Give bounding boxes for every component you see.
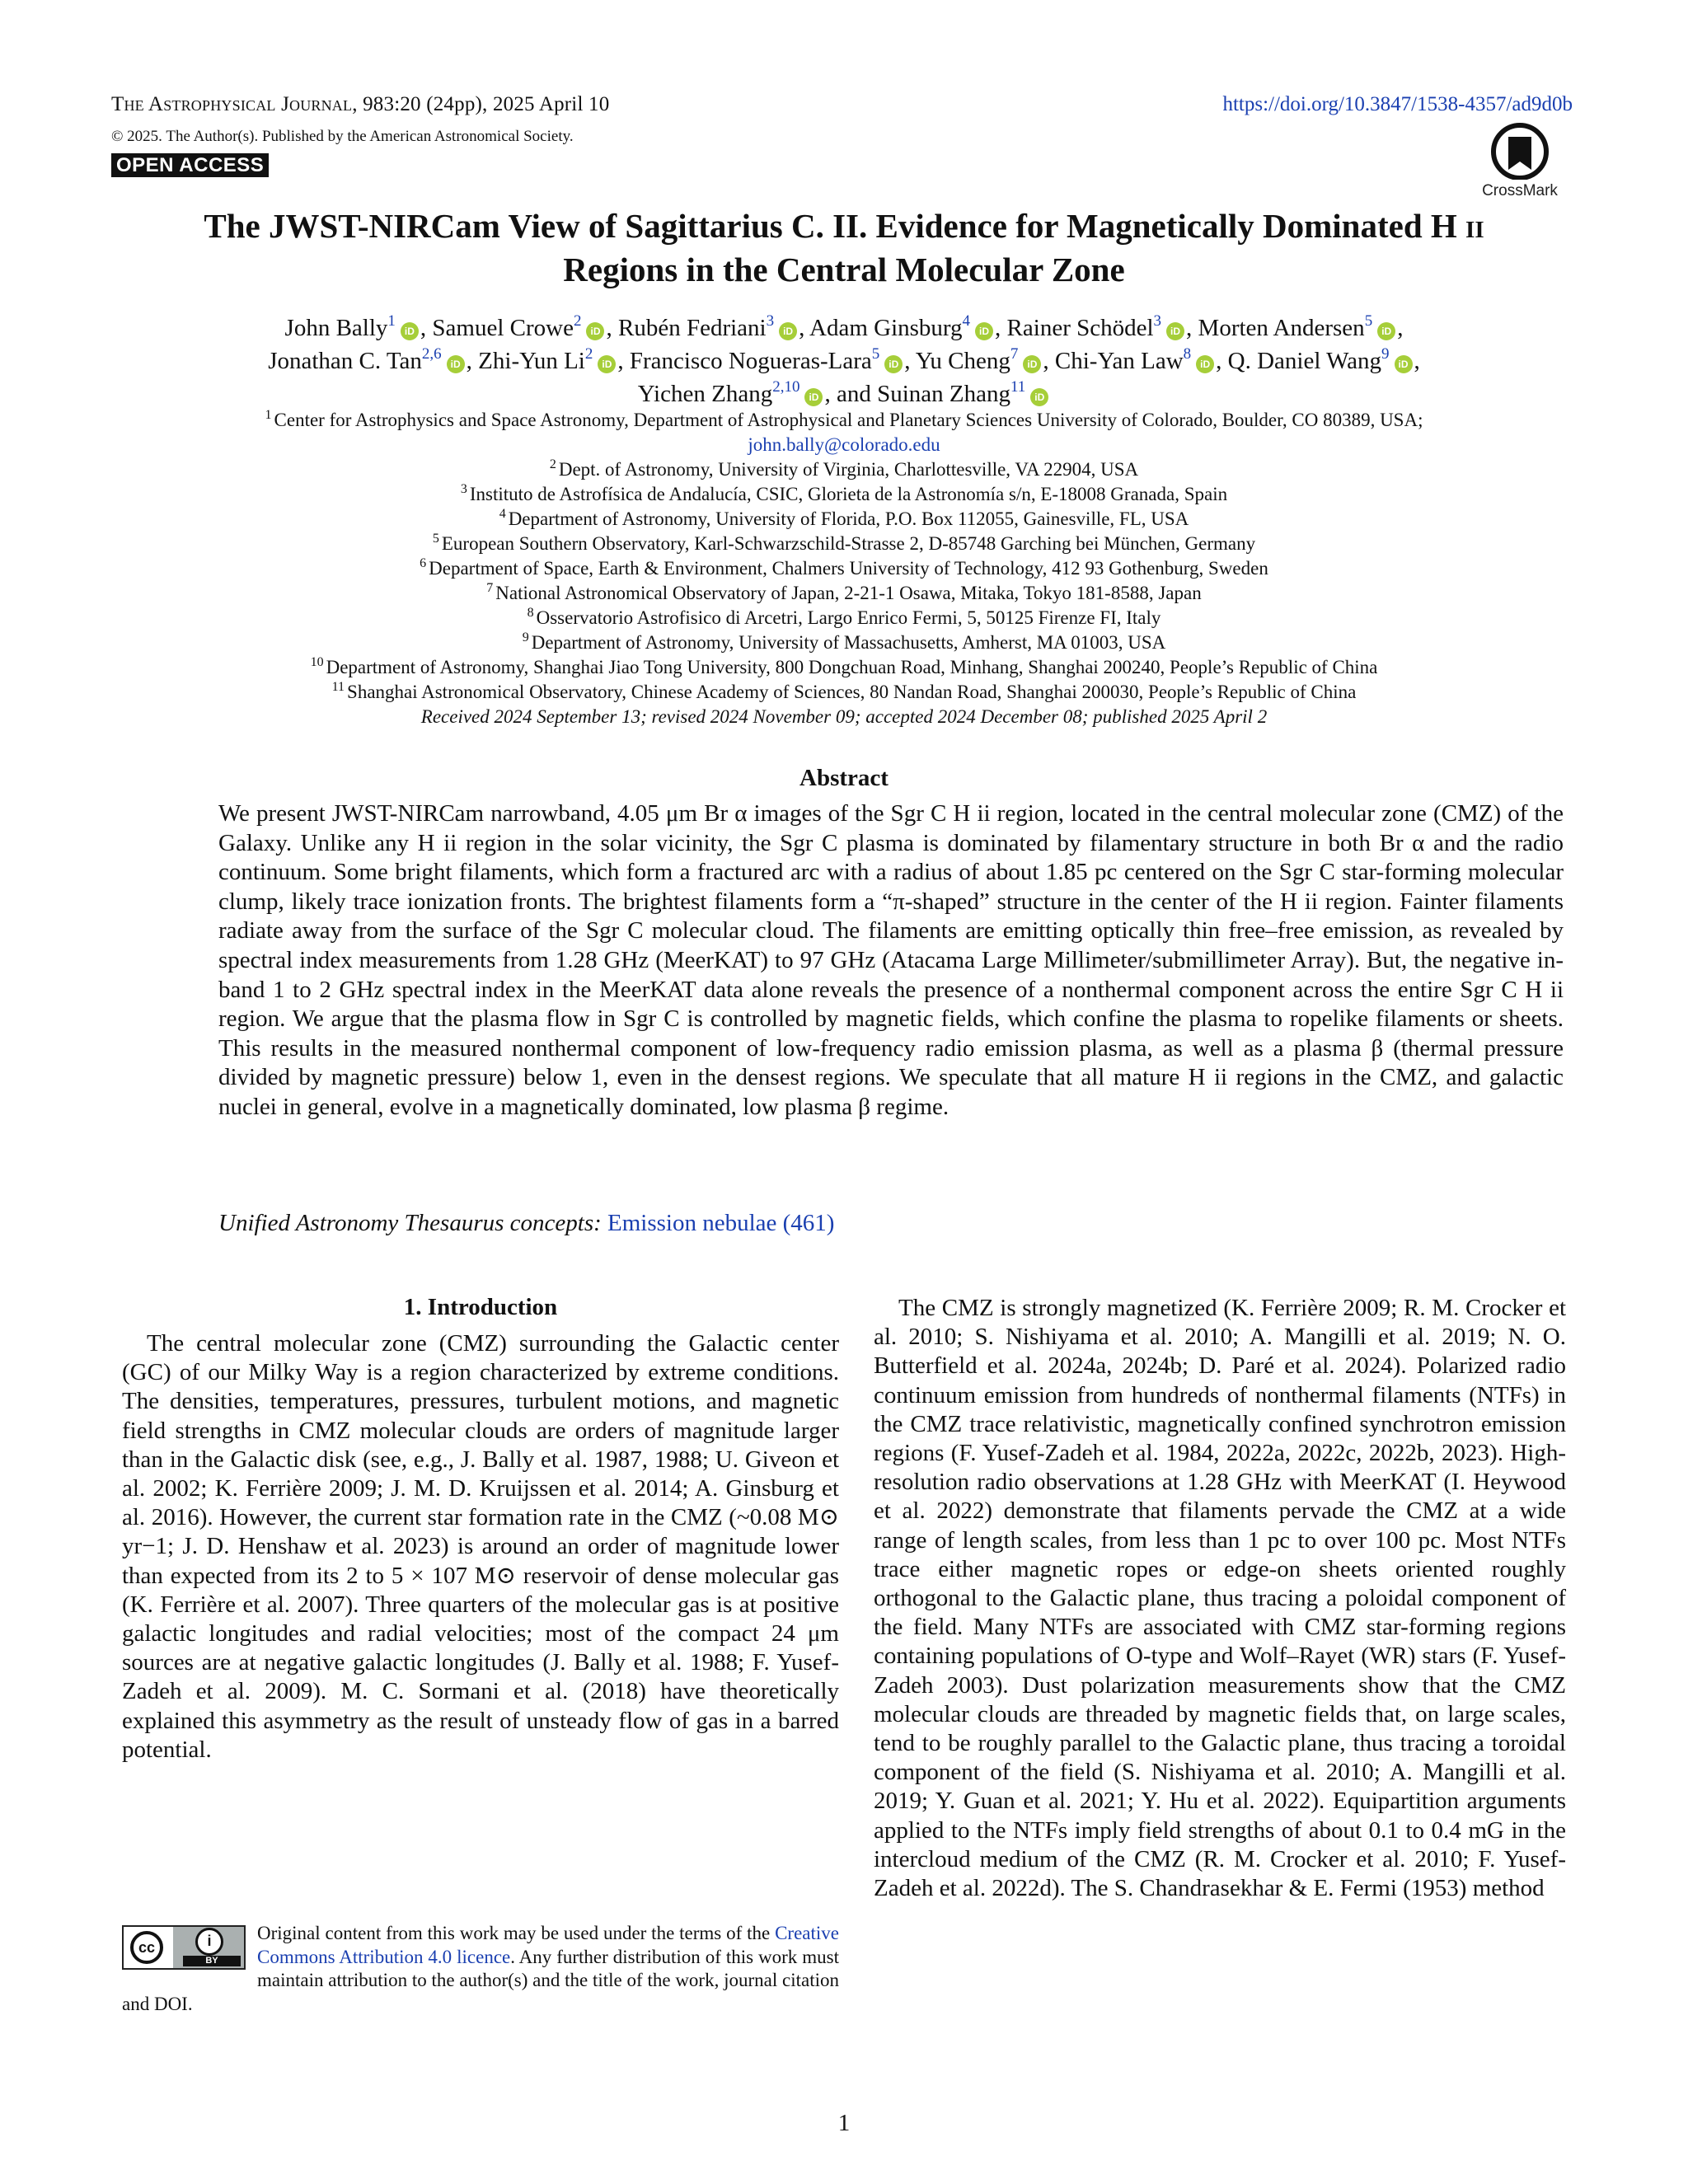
attribution-icon: i — [195, 1928, 223, 1956]
author-name: Suinan Zhang — [877, 381, 1010, 407]
affiliation-text: Center for Astrophysics and Space Astronomy, Department of Astrophysical and Planetary Sciences University of Colorado, Boulder, CO 80389, USA; — [274, 410, 1423, 430]
author-affiliation-ref[interactable]: 5 — [1364, 312, 1373, 330]
orcid-icon[interactable]: iD — [401, 322, 419, 340]
page-number: 1 — [837, 2110, 851, 2136]
author-name: Morten Andersen — [1198, 315, 1365, 341]
author-separator: , — [606, 315, 618, 341]
author-separator: , — [1216, 348, 1228, 374]
section-heading-introduction: 1. Introduction — [403, 1294, 558, 1320]
affiliation-text: Department of Space, Earth & Environment, Chalmers University of Technology, 412 93 Gothenburg, Sweden — [429, 558, 1268, 579]
affiliation-number: 5 — [432, 532, 439, 546]
affiliation-text: Instituto de Astrofísica de Andalucía, CSIC, Glorieta de la Astronomía s/n, E-18008 Granada, Spain — [469, 484, 1228, 504]
author-affiliation-ref[interactable]: 2 — [584, 345, 593, 363]
copyright-notice: © 2025. The Author(s). Published by the American Astronomical Society. — [111, 128, 574, 145]
orcid-icon[interactable]: iD — [884, 355, 903, 373]
author-affiliation-ref[interactable]: 2,10 — [772, 378, 800, 396]
affiliation-number: 2 — [549, 457, 556, 471]
title-line-1: The JWST-NIRCam View of Sagittarius C. II. Evidence for Magnetically Dominated H — [204, 207, 1457, 245]
doi-link[interactable]: https://doi.org/10.3847/1538-4357/ad9d0b — [1222, 93, 1573, 115]
affiliation-number: 6 — [420, 556, 427, 570]
author-name: John Bally — [284, 315, 388, 341]
paper-title — [82, 204, 1606, 292]
orcid-icon[interactable]: iD — [1023, 355, 1041, 373]
affiliation-number: 7 — [486, 581, 494, 595]
intro-paragraph-right: The CMZ is strongly magnetized (K. Ferrière 2009; R. M. Crocker et al. 2010; S. Nishiyama et al. 2010; A. Mangilli et al. 2019; N. O. Butterfield et al. 2024a, 2024b; D. Paré et al. 2024). Polarized radio continuum emission from hundreds of nonthermal filaments (NTFs) in the CMZ trace relativistic, magnetically confined synchrotron emission regions (F. Yusef-Zadeh et al. 1984, 2022a, 2022c, 2022b, 2023). High-resolution radio observations at 1.28 GHz with MeerKAT (I. Heywood et al. 2022) demonstrate that filaments pervade the CMZ at a wide range of length scales, from less than 1 pc to over 100 pc. Most NTFs trace either magnetic ropes or edge-on sheets oriented roughly orthogonal to the Galactic plane, thus tracing a poloidal component of the field. Many NTFs are associated with CMZ star-forming regions containing populations of O-type and Wolf–Rayet (WR) stars (F. Yusef-Zadeh 2003). Dust polarization measurements show that the CMZ molecular clouds are threaded by magnetic fields that, on large scales, tend to be roughly parallel to the Galactic plane, thus tracing a toroidal component of the field (S. Nishiyama et al. 2010; A. Mangilli et al. 2019; Y. Guan et al. 2021; Y. Hu et al. 2022). Equipartition arguments applied to the NTFs imply field strengths of about 0.1 to 0.4 mG in the intercloud medium of the CMZ (R. M. Crocker et al. 2010; F. Yusef-Zadeh et al. 2022d). The S. Chandrasekhar & E. Fermi (1953) method — [874, 1295, 1566, 1902]
cc-icon: cc — [130, 1931, 163, 1964]
license-text-pre: Original content from this work may be used under the terms of the — [257, 1923, 776, 1943]
affiliation-item — [66, 507, 1622, 532]
author-separator: , — [1414, 348, 1420, 374]
author-affiliation-ref[interactable]: 3 — [1153, 312, 1162, 330]
affiliation-item — [66, 655, 1622, 680]
affiliation-item — [66, 532, 1622, 556]
orcid-icon[interactable]: iD — [1196, 355, 1214, 373]
author-name: Adam Ginsburg — [809, 315, 963, 341]
affiliation-text: European Southern Observatory, Karl-Schwarzschild-Strasse 2, D-85748 Garching bei München, Germany — [441, 533, 1256, 554]
author-list — [82, 312, 1606, 410]
affiliation-text: Department of Astronomy, University of Florida, P.O. Box 112055, Gainesville, FL, USA — [508, 509, 1189, 529]
affiliation-number: 9 — [522, 630, 529, 644]
cc-by-label: BY — [183, 1956, 241, 1966]
orcid-icon[interactable]: iD — [1377, 322, 1395, 340]
author-name: Zhi-Yun Li — [478, 348, 585, 374]
author-name: Samuel Crowe — [432, 315, 574, 341]
author-separator: , — [617, 348, 630, 374]
author-name: Yu Cheng — [915, 348, 1010, 374]
abstract-text: We present JWST-NIRCam narrowband, 4.05 μm Br α images of the Sgr C H ii region, located in the central molecular zone (CMZ) of the Galaxy. Unlike any H ii region in the solar vicinity, the Sgr C plasma is dominated by filamentary structure in both Br α and the radio continuum. Some bright filaments, which form a fractured arc with a radius of about 1.85 pc centered on the Sgr C star-forming molecular clump, likely trace ionization fronts. The brightest filaments form a “π-shaped” structure in the center of the H ii region. Fainter filaments radiate away from the surface of the Sgr C molecular cloud. The filaments are emitting optically thin free–free emission, as revealed by spectral index measurements from 1.28 GHz (MeerKAT) to 97 GHz (Atacama Large Millimeter/submillimeter Array). But, the negative in-band 1 to 2 GHz spectral index in the MeerKAT data alone reveals the presence of a nonthermal component across the entire Sgr C H ii region. We argue that the plasma flow in Sgr C is controlled by magnetic fields, which confine the plasma to ropelike filaments or sheets. This results in the measured nonthermal component of low-frequency radio emission plasma, as well as a plasma β (thermal pressure divided by magnetic pressure) below 1, even in the densest regions. We speculate that all mature H ii regions in the CMZ, and galactic nuclei in general, evolve in a magnetically dominated, low plasma β regime. — [218, 800, 1564, 1120]
uat-concepts — [218, 1210, 834, 1237]
author-separator: , — [420, 315, 433, 341]
author-affiliation-ref[interactable]: 2,6 — [421, 345, 442, 363]
author-name: Jonathan C. Tan — [268, 348, 422, 374]
author-affiliation-ref[interactable]: 9 — [1381, 345, 1390, 363]
crossmark-button[interactable] — [1480, 122, 1559, 200]
affiliation-item — [66, 680, 1622, 705]
affiliation-item — [66, 482, 1622, 507]
intro-paragraph-left: The central molecular zone (CMZ) surrounding the Galactic center (GC) of our Milky Way is a region characterized by extreme conditions. The densities, temperatures, pressures, turbulent motions, and magnetic field strengths in CMZ molecular clouds are orders of magnitude larger than in the Galactic disk (see, e.g., J. Bally et al. 1987, 1988; U. Giveon et al. 2002; K. Ferrière 2009; J. M. D. Kruijssen et al. 2014; A. Ginsburg et al. 2016). However, the current star formation rate in the CMZ (~0.08 M⊙ yr−1; J. D. Henshaw et al. 2023) is around an order of magnitude lower than expected from its 2 to 5 × 107 M⊙ reservoir of dense molecular gas (K. Ferrière et al. 2007). Three quarters of the molecular gas is at positive galactic longitudes and radial velocities; most of the compact 24 μm sources are at negative galactic longitudes (J. Bally et al. 1988; F. Yusef-Zadeh et al. 2009). M. C. Sormani et al. (2018) have theoretically explained this asymmetry as the result of unsteady flow of gas in a barred potential. — [122, 1330, 839, 1763]
journal-citation — [111, 93, 609, 116]
abstract-heading: Abstract — [799, 765, 889, 791]
author-affiliation-ref[interactable]: 1 — [387, 312, 396, 330]
author-name: Chi-Yan Law — [1054, 348, 1184, 374]
affiliation-item — [66, 408, 1622, 433]
orcid-icon[interactable]: iD — [779, 322, 797, 340]
affiliation-number: 11 — [331, 680, 345, 694]
affiliation-item — [66, 457, 1622, 482]
author-name: Rubén Fedriani — [617, 315, 767, 341]
author-separator: , — [466, 348, 479, 374]
author-affiliation-ref[interactable]: 3 — [766, 312, 775, 330]
journal-name: The Astrophysical Journal — [111, 93, 353, 115]
orcid-icon[interactable]: iD — [598, 355, 616, 373]
affiliation-text: Department of Astronomy, University of Massachusetts, Amherst, MA 01003, USA — [531, 632, 1166, 653]
affiliation-text: Dept. of Astronomy, University of Virginia, Charlottesville, VA 22904, USA — [558, 459, 1139, 480]
title-roman-numeral: ii — [1465, 207, 1484, 245]
author-separator: , — [904, 348, 916, 374]
author-affiliation-ref[interactable]: 11 — [1010, 378, 1026, 396]
affiliation-item — [66, 581, 1622, 606]
affiliation-number: 3 — [460, 482, 467, 496]
orcid-icon[interactable]: iD — [1395, 355, 1413, 373]
affiliation-text: Department of Astronomy, Shanghai Jiao Tong University, 800 Dongchuan Road, Minhang, Shanghai 200240, People’s Republic of China — [326, 657, 1378, 677]
received-dates: Received 2024 September 13; revised 2024 November 09; accepted 2024 December 08; published 2025 April 2 — [420, 706, 1268, 727]
uat-label: Unified Astronomy Thesaurus concepts: — [218, 1210, 602, 1236]
author-affiliation-ref[interactable]: 8 — [1183, 345, 1192, 363]
orcid-icon[interactable]: iD — [804, 388, 823, 406]
crossmark-label: CrossMark — [1482, 182, 1558, 199]
uat-concept-link[interactable]: Emission nebulae (461) — [607, 1210, 835, 1236]
author-separator: , — [995, 315, 1007, 341]
author-separator: , — [1043, 348, 1055, 374]
affiliation-item — [66, 606, 1622, 630]
author-affiliation-ref[interactable]: 5 — [871, 345, 880, 363]
affiliation-number: 1 — [265, 408, 272, 422]
affiliation-text: Osservatorio Astrofisico di Arcetri, Largo Enrico Fermi, 5, 50125 Firenze FI, Italy — [536, 607, 1161, 628]
author-name: Francisco Nogueras-Lara — [629, 348, 872, 374]
author-name: Yichen Zhang — [637, 381, 773, 407]
license-notice — [122, 1922, 839, 2016]
author-separator: , and — [824, 381, 878, 407]
journal-volume: , 983:20 (24pp), 2025 April 10 — [352, 93, 610, 115]
author-separator: , — [1186, 315, 1198, 341]
cc-license-link[interactable]: Creative Commons Attribution 4.0 licence — [257, 1923, 839, 1967]
author-affiliation-ref[interactable]: 2 — [573, 312, 582, 330]
affiliation-item — [66, 630, 1622, 655]
orcid-icon[interactable]: iD — [447, 355, 465, 373]
open-access-badge: OPEN ACCESS — [111, 153, 269, 177]
author-separator: , — [1397, 315, 1404, 341]
license-text-post: . Any further distribution of this work must maintain attribution to the author(s) and the title of the work, journal citation and DOI. — [122, 1946, 839, 2014]
author-name: Q. Daniel Wang — [1227, 348, 1382, 374]
title-line-2: Regions in the Central Molecular Zone — [563, 251, 1125, 288]
affiliation-text: Shanghai Astronomical Observatory, Chinese Academy of Sciences, 80 Nandan Road, Shanghai 200030, People’s Republic of China — [347, 682, 1357, 702]
crossmark-icon — [1484, 122, 1556, 180]
affiliation-number: 4 — [499, 507, 506, 521]
cc-by-badge[interactable] — [122, 1925, 246, 1970]
orcid-icon[interactable]: iD — [975, 322, 993, 340]
corresponding-email-link[interactable]: john.bally@colorado.edu — [748, 434, 940, 455]
orcid-icon[interactable]: iD — [1030, 388, 1048, 406]
orcid-icon[interactable]: iD — [1166, 322, 1184, 340]
orcid-icon[interactable]: iD — [586, 322, 604, 340]
author-affiliation-ref[interactable]: 4 — [962, 312, 971, 330]
affiliation-item — [66, 556, 1622, 581]
author-name: Rainer Schödel — [1006, 315, 1154, 341]
affiliation-number: 10 — [310, 655, 324, 669]
affiliation-list — [66, 408, 1622, 729]
author-affiliation-ref[interactable]: 7 — [1010, 345, 1019, 363]
affiliation-text: National Astronomical Observatory of Japan, 2-21-1 Osawa, Mitaka, Tokyo 181-8588, Japan — [495, 583, 1202, 603]
author-separator: , — [799, 315, 809, 341]
affiliation-number: 8 — [527, 606, 534, 620]
